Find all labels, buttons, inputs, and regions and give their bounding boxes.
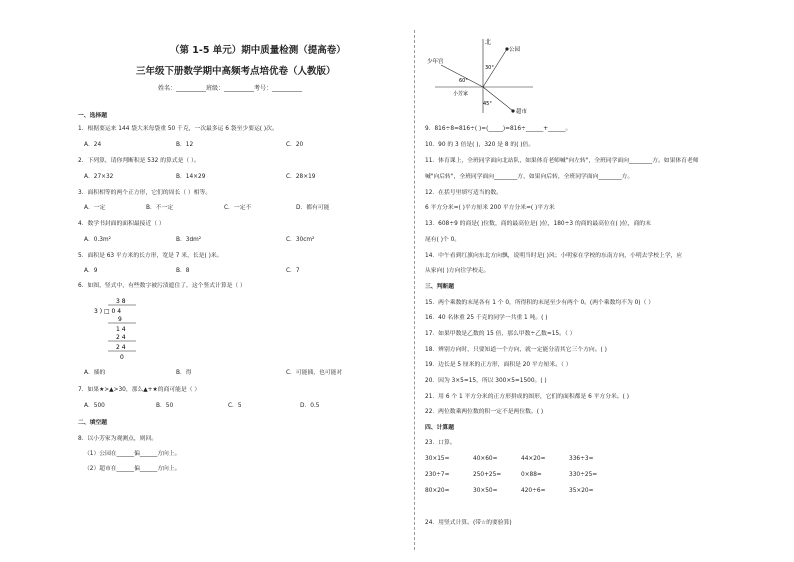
section-calc: 四、计算题 — [425, 425, 454, 431]
q3-options — [84, 205, 376, 212]
div-step-4: 2 4 — [116, 344, 126, 351]
home-label: 小芳家 — [453, 91, 469, 97]
question-2: 2．下列算，请你判断积是 532 的算式是（ ）。 — [78, 158, 200, 164]
q2-option-b: B．14×29 — [176, 174, 206, 180]
q6-option-c: C．可能插，也可能对 — [286, 370, 343, 376]
exam-subtitle: 三年级下册数学期中高频考点培优卷（人教版） — [136, 66, 336, 77]
div-step-1: 9 — [118, 316, 122, 323]
question-24: 24．用竖式计算。(带☆的要验算) — [425, 520, 512, 526]
q6-option-a: A．插的 — [84, 370, 106, 376]
q6-options — [84, 370, 366, 377]
question-23: 23．口算。 — [425, 440, 456, 446]
calc-item: 230÷7= — [425, 472, 450, 478]
div-remainder: 0 — [120, 354, 124, 361]
calc-row-3 — [425, 488, 617, 495]
school-label: 少年宫 — [427, 59, 444, 65]
q4-option-b: B．3dm² — [176, 237, 202, 243]
section-fill: 二、填空题 — [78, 420, 107, 426]
question-4: 4．数学书封面的面积最接近（ ） — [78, 221, 165, 227]
question-22: 22．两位数乘两位数的积一定不是两位数。( ) — [425, 409, 544, 415]
question-11: 11．体育课上，全班同学面向北站队，如果体育老师喊"向左转"，全班同学面向________方。如果体育老师 — [425, 158, 699, 164]
question-17: 17．如果甲数是乙数的 15 倍，那么甲数÷乙数=15。（ ） — [425, 331, 576, 337]
question-8-part-2: （2）超市在______偏______方向上。 — [84, 466, 181, 472]
q2-option-c: C．28×19 — [286, 174, 316, 180]
q5-option-c: C．7 — [286, 268, 300, 274]
calc-item: 44×20= — [521, 456, 546, 462]
park-label: 公园 — [509, 47, 521, 53]
question-19: 19．边长是 5 厘米的正方形，面积是 20 平方厘米。（ ） — [425, 362, 572, 368]
question-13-cont: 尾有( )个 0。 — [425, 237, 461, 243]
q3-option-c: C．一定不 — [224, 205, 252, 211]
div-quotient: 3 8 — [116, 298, 126, 305]
student-info-line: 姓名：__________班级：__________考号：__________ — [158, 85, 303, 92]
question-8: 8．以小芳家为观测点，则回。 — [78, 436, 158, 442]
direction-diagram — [425, 35, 545, 117]
q1-option-c: C．20 — [286, 142, 304, 148]
question-13: 13．608÷9 的商是( )位数，商的最高位是( )位，180÷3 的商的最高位在( )位，商的末 — [425, 221, 651, 227]
calc-row-1 — [425, 456, 617, 463]
long-division-figure — [92, 296, 152, 362]
q4-option-c: C．30cm² — [286, 237, 315, 243]
q4-option-a: A．0.3m² — [84, 237, 111, 243]
calc-item: 40×60= — [473, 456, 498, 462]
calc-item: 30×50= — [473, 488, 498, 494]
question-6: 6．如图，竖式中，有些数字被污渍遮住了，这个竖式计算是（ ） — [78, 283, 246, 289]
shop-label: 超市 — [516, 109, 528, 115]
question-14-cont: 从家向( )方向往学校走。 — [425, 268, 490, 274]
calc-item: 336÷3= — [569, 456, 594, 462]
calc-item: 35×20= — [569, 488, 594, 494]
div-step-2: 1 4 — [116, 326, 126, 333]
div-dividend: 3 ) □ 0 4 — [94, 308, 122, 315]
q2-options — [84, 174, 366, 181]
calc-item: 330÷25= — [569, 472, 598, 478]
column-divider — [414, 30, 415, 550]
question-5: 5．面积是 63 平方米的长方形，宽是 7 米，长是( )米。 — [78, 253, 223, 259]
section-choice: 一、选择题 — [78, 113, 107, 119]
q6-option-b: B．得 — [176, 370, 192, 376]
question-12: 12．在括号里填写适当的数。 — [425, 190, 502, 196]
q7-options — [84, 403, 380, 410]
question-8-part-1: （1）公园在______偏______方向上。 — [84, 451, 181, 457]
q3-option-d: D．都有可能 — [296, 205, 330, 211]
section-judge: 三、判断题 — [425, 284, 454, 290]
q7-option-b: B．50 — [156, 403, 174, 409]
question-16: 16．40 名体重 25 千克的同学一共重 1 吨。( ) — [425, 315, 548, 321]
calc-row-2 — [425, 472, 617, 479]
q7-option-a: A．500 — [84, 403, 105, 409]
calc-item: 80×20= — [425, 488, 450, 494]
shop-point — [511, 109, 514, 112]
question-10: 10．90 的 3 倍是( )，320 是 8 的( )倍。 — [425, 142, 535, 148]
question-11-cont: 喊"向后转"，全班同学面向________方，如果向后转，全班同学面向________方。 — [425, 174, 634, 180]
angle-45: 45° — [483, 101, 492, 107]
q7-option-c: C．5 — [228, 403, 242, 409]
q2-option-a: A．27×32 — [84, 174, 114, 180]
calc-item: 420÷6= — [521, 488, 546, 494]
angle-30: 30° — [485, 65, 494, 71]
question-9: 9．816÷8=816÷( )=(_____)=816÷______+______。 — [425, 126, 572, 132]
exam-title: （第 1-5 单元）期中质量检测（提高卷） — [170, 45, 346, 56]
question-20: 20．因为 3×5=15，所以 300×5=1500。( ) — [425, 378, 547, 384]
q4-options — [84, 237, 366, 244]
question-7: 7．如果★>▲>30，那么▲+★的商可能是（ ） — [78, 387, 201, 393]
q5-option-b: B．8 — [176, 268, 190, 274]
q7-option-d: D．0.5 — [300, 403, 320, 409]
calc-item: 30×15= — [425, 456, 450, 462]
div-step-3: 2 4 — [116, 334, 126, 341]
question-18: 18．辨别方向时，只要知道一个方向，就一定能分清其它三个方向。( ) — [425, 347, 607, 353]
q5-option-a: A．9 — [84, 268, 98, 274]
question-14: 14．中午看到红旗向东北方向飘，说明当时是( )风；小明家在学校的东南方向，小明去学校上学，应 — [425, 253, 683, 259]
shop-ray — [483, 87, 513, 111]
q3-option-b: B．不一定 — [146, 205, 174, 211]
question-3: 3．面积相等的两个正方形，它们的周长（ ）相等。 — [78, 190, 212, 196]
q1-option-a: A．24 — [84, 142, 102, 148]
question-15: 15．两个乘数的末尾各有 1 个 0，所得积的末尾至少有两个 0。(两个乘数均不为 0)（ ） — [425, 300, 655, 306]
q1-option-b: B．12 — [176, 142, 194, 148]
question-12-items: 6 平方分米=( )平方厘米 200 平方分米=( )平方米 — [425, 205, 555, 211]
question-21: 21．用 6 个 1 平方分米的正方形拼成的图形，它们的面积都是 6 平方分米。( ) — [425, 394, 629, 400]
calc-item: 250+25= — [473, 472, 502, 478]
question-1: 1．根据要运来 144 袋大米每袋重 50 千克，一次最多运 6 袋至少要运( )次。 — [78, 126, 278, 132]
angle-60: 60° — [459, 78, 468, 84]
q5-options — [84, 268, 366, 275]
q1-options — [84, 142, 366, 149]
calc-item: 0×88= — [521, 472, 542, 478]
north-label: 北 — [485, 39, 492, 46]
q3-option-a: A．一定 — [84, 205, 106, 211]
